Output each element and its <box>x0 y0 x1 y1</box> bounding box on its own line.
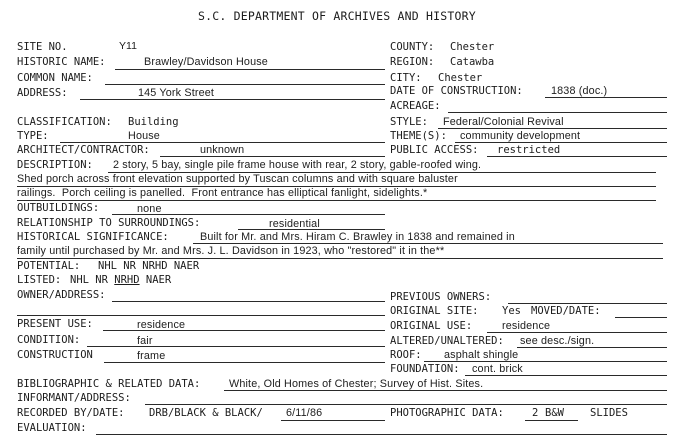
public-access-label: PUBLIC ACCESS: <box>390 144 479 156</box>
date-of-construction-label: DATE OF CONSTRUCTION: <box>390 85 523 97</box>
classification-value: Building <box>128 116 179 128</box>
type-value: House <box>128 130 160 142</box>
address-label: ADDRESS: <box>17 87 68 99</box>
classification-label: CLASSIFICATION: <box>17 116 112 128</box>
altered-value: see desc./sign. <box>520 335 595 347</box>
bibliographic-underline <box>224 390 667 391</box>
style-underline <box>438 128 667 129</box>
architect-label: ARCHITECT/CONTRACTOR: <box>17 144 150 156</box>
foundation-value: cont. brick <box>472 363 523 375</box>
common-name-label: COMMON NAME: <box>17 72 93 84</box>
description-underline-3 <box>17 200 656 201</box>
outbuildings-value: none <box>137 203 162 215</box>
theme-value: community development <box>460 130 581 142</box>
condition-value: fair <box>137 335 153 347</box>
historic-name-underline <box>115 69 385 70</box>
historic-name-value: Brawley/Davidson House <box>144 56 268 68</box>
form-title: S.C. DEPARTMENT OF ARCHIVES AND HISTORY <box>198 9 476 23</box>
description-label: DESCRIPTION: <box>17 159 93 171</box>
city-label: CITY: <box>390 72 422 84</box>
potential-label: POTENTIAL: <box>17 260 81 272</box>
recorded-date-underline <box>281 420 385 421</box>
listed-label: LISTED: <box>17 274 62 286</box>
potential-value: NHL NR NRHD NAER <box>98 260 200 272</box>
previous-owners-underline <box>508 303 667 304</box>
photographic-data-label: PHOTOGRAPHIC DATA: <box>390 407 504 419</box>
style-label: STYLE: <box>390 116 428 128</box>
roof-value: asphalt shingle <box>444 349 519 361</box>
county-value: Chester <box>450 41 495 53</box>
owner-address-underline <box>112 301 385 302</box>
listed-suffix: NAER <box>139 274 172 286</box>
owner-address-underline-2 <box>17 315 385 316</box>
description-line-3: railings. Porch ceiling is panelled. Front entrance has elliptical fanlight, sidelights.* <box>17 187 428 199</box>
listed-prefix: NHL NR <box>70 274 115 286</box>
relationship-value: residential <box>269 218 320 230</box>
county-label: COUNTY: <box>390 41 435 53</box>
site-no-label: SITE NO. <box>17 41 68 53</box>
address-value: 145 York Street <box>138 87 215 99</box>
condition-underline <box>87 346 385 347</box>
evaluation-underline <box>96 434 667 435</box>
date-of-construction-underline <box>545 97 667 98</box>
photo-type-value: B&W <box>545 407 564 419</box>
recorded-by-value: DRB/BLACK & BLACK/ <box>149 407 263 419</box>
site-no-value: Y11 <box>119 40 137 52</box>
relationship-label: RELATIONSHIP TO SURROUNDINGS: <box>17 217 201 229</box>
owner-address-label: OWNER/ADDRESS: <box>17 289 106 301</box>
roof-label: ROOF: <box>390 349 422 361</box>
moved-date-underline <box>615 317 667 318</box>
public-access-underline <box>487 156 667 157</box>
construction-underline <box>104 362 385 363</box>
city-value: Chester <box>438 72 483 84</box>
type-label: TYPE: <box>17 130 49 142</box>
photo-count-value: 2 <box>532 407 539 419</box>
outbuildings-label: OUTBUILDINGS: <box>17 202 100 214</box>
original-use-label: ORIGINAL USE: <box>390 320 473 332</box>
acreage-underline <box>448 112 667 113</box>
significance-line-2: family until purchased by Mr. and Mrs. J. L. Davidson in 1923, who "restored" it in the** <box>17 245 445 257</box>
original-site-value: Yes <box>502 305 521 317</box>
significance-underline-2 <box>17 258 663 259</box>
moved-date-label: MOVED/DATE: <box>531 305 601 317</box>
bibliographic-label: BIBLIOGRAPHIC & RELATED DATA: <box>17 378 201 390</box>
description-line-1: 2 story, 5 bay, single pile frame house with rear, 2 story, gable-roofed wing. <box>113 159 482 171</box>
historical-significance-label: HISTORICAL SIGNIFICANCE: <box>17 231 169 243</box>
construction-label: CONSTRUCTION <box>17 349 93 361</box>
bibliographic-value: White, Old Homes of Chester; Survey of Hist. Sites. <box>229 378 484 390</box>
present-use-value: residence <box>137 319 186 331</box>
informant-label: INFORMANT/ADDRESS: <box>17 392 131 404</box>
listed-nrhd-marked: NRHD <box>114 274 140 286</box>
architect-underline <box>160 156 385 157</box>
altered-underline <box>517 347 667 348</box>
informant-underline <box>145 404 667 405</box>
address-underline <box>80 99 385 100</box>
theme-underline <box>455 142 667 143</box>
date-of-construction-value: 1838 (doc.) <box>551 85 608 97</box>
public-access-value: restricted <box>497 144 561 156</box>
architect-value: unknown <box>200 144 245 156</box>
previous-owners-label: PREVIOUS OWNERS: <box>390 291 492 303</box>
type-underline <box>60 142 385 143</box>
original-site-label: ORIGINAL SITE: <box>390 305 479 317</box>
slides-label: SLIDES <box>590 407 628 419</box>
photo-count-underline <box>525 420 578 421</box>
acreage-label: ACREAGE: <box>390 100 441 112</box>
recorded-date-value: 6/11/86 <box>286 407 323 419</box>
condition-label: CONDITION: <box>17 334 81 346</box>
common-name-underline <box>105 84 385 85</box>
recorded-by-label: RECORDED BY/DATE: <box>17 407 125 419</box>
foundation-underline <box>465 375 667 376</box>
original-use-value: residence <box>502 320 551 332</box>
foundation-label: FOUNDATION: <box>390 363 460 375</box>
evaluation-label: EVALUATION: <box>17 422 87 434</box>
listed-values <box>70 274 171 286</box>
significance-line-1: Built for Mr. and Mrs. Hiram C. Brawley in 1838 and remained in <box>200 231 515 243</box>
altered-label: ALTERED/UNALTERED: <box>390 335 504 347</box>
significance-underline-1 <box>193 243 663 244</box>
construction-value: frame <box>137 350 166 362</box>
present-use-label: PRESENT USE: <box>17 318 93 330</box>
original-use-underline <box>487 332 667 333</box>
region-label: REGION: <box>390 56 435 68</box>
style-value: Federal/Colonial Revival <box>443 116 564 128</box>
theme-label: THEME(S): <box>390 130 447 142</box>
roof-underline <box>424 361 667 362</box>
region-value: Catawba <box>450 56 495 68</box>
description-line-2: Shed porch across front elevation supported by Tuscan columns and with square baluster <box>17 173 458 185</box>
historic-name-label: HISTORIC NAME: <box>17 56 106 68</box>
